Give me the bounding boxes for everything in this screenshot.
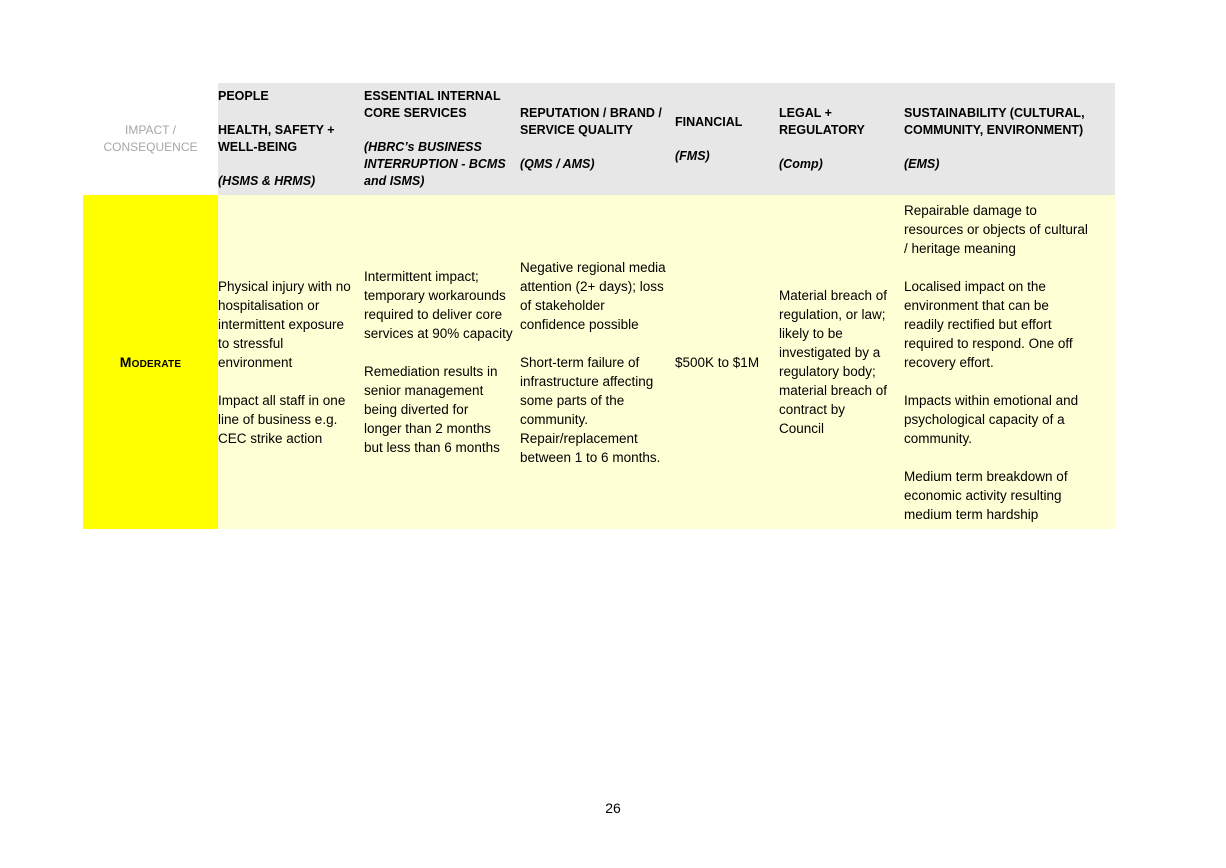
cell-line: medium term hardship [904,506,1039,522]
cell-line: Short-term failure of [520,354,640,370]
header-line: CORE SERVICES [364,106,467,120]
cell-line: contract by [779,402,846,417]
header-line: REGULATORY [779,123,865,137]
cell-line: infrastructure affecting [520,373,654,389]
cell-line: some parts of the [520,392,625,408]
header-line: WELL-BEING [218,140,298,154]
cell-line: community. [520,411,589,427]
header-line: COMMUNITY, ENVIRONMENT) [904,123,1084,137]
cell-line: regulatory body; [779,364,876,379]
cell-line: Localised impact on the [904,278,1046,294]
reputation-header [520,83,675,195]
cell-line: Medium term breakdown of [904,468,1068,484]
cell-line: intermittent exposure [218,316,345,332]
moderate-row [83,195,1115,529]
cell-line: between 1 to 6 months. [520,449,661,465]
header-line: (EMS) [904,157,940,171]
cell-line: senior management [364,383,484,398]
header-line: PEOPLE [218,89,269,103]
legal-header [779,83,904,195]
header-line: SERVICE QUALITY [520,123,633,137]
header-line: (HBRC’s BUSINESS [364,140,482,154]
cell-line: $500K to $1M [675,354,760,370]
cell-line: community. [904,430,973,446]
cell-line: environment that can be [904,297,1049,313]
cell-line: / heritage meaning [904,240,1016,256]
cell-line: required to respond. One off [904,335,1073,351]
cell-line: economic activity resulting [904,487,1062,503]
cell-line: Repair/replacement [520,430,638,446]
cell-line: temporary workarounds [364,288,506,303]
header-line: INTERRUPTION - BCMS [364,157,506,171]
cell-line: to stressful [218,335,284,351]
header-line: and ISMS) [364,174,425,188]
cell-line: likely to be [779,326,843,341]
financial-header [675,83,779,195]
cell-line: psychological capacity of a [904,411,1065,427]
essential-services-cell [364,195,520,529]
cell-line: services at 90% capacity [364,326,513,341]
cell-line: regulation, or law; [779,307,886,322]
cell-line: material breach of [779,383,888,398]
cell-line: resources or objects of cultural [904,221,1088,237]
cell-line: Council [779,421,825,436]
sustainability-header [904,83,1115,195]
header-line: (QMS / AMS) [520,157,595,171]
level-moderate: Moderate [83,195,218,529]
header-line: SUSTAINABILITY (CULTURAL, [904,106,1085,120]
cell-line: of stakeholder [520,297,605,313]
impact-consequence-header [83,83,218,195]
cell-line: Material breach of [779,288,888,303]
people-header [218,83,364,195]
cell-line: investigated by a [779,345,881,360]
header-line: LEGAL + [779,106,832,120]
header-line: (FMS) [675,148,710,163]
sustainability-cell [904,195,1115,529]
header-line: (Comp) [779,157,823,171]
header-line: FINANCIAL [675,114,743,129]
header-line: IMPACT / [125,123,176,137]
cell-line: confidence possible [520,316,639,332]
header-row [83,83,1115,195]
cell-line: Repairable damage to [904,202,1037,218]
cell-line: Intermittent impact; [364,269,479,284]
page-number: 26 [605,800,621,816]
cell-line: environment [218,354,293,370]
cell-line: recovery effort. [904,354,994,370]
cell-line: CEC strike action [218,430,323,446]
cell-line: Physical injury with no [218,278,351,294]
cell-line: attention (2+ days); loss [520,278,664,294]
header-line: HEALTH, SAFETY + [218,123,335,137]
cell-line: required to deliver core [364,307,503,322]
cell-line: Remediation results in [364,364,498,379]
people-cell [218,195,364,529]
essential-services-header [364,83,520,195]
cell-line: but less than 6 months [364,440,500,455]
consequence-table [83,83,1115,529]
cell-line: Impact all staff in one [218,392,346,408]
cell-line: line of business e.g. [218,411,338,427]
cell-line: Negative regional media [520,259,666,275]
cell-line: being diverted for [364,402,469,417]
header-line: ESSENTIAL INTERNAL [364,89,501,103]
header-line: REPUTATION / BRAND / [520,106,662,120]
reputation-cell [520,195,675,529]
legal-cell [779,195,904,529]
header-line: CONSEQUENCE [103,140,198,154]
header-line: (HSMS & HRMS) [218,174,316,188]
financial-cell [675,195,779,529]
cell-line: hospitalisation or [218,297,320,313]
cell-line: longer than 2 months [364,421,491,436]
cell-line: Impacts within emotional and [904,392,1079,408]
cell-line: readily rectified but effort [904,316,1052,332]
